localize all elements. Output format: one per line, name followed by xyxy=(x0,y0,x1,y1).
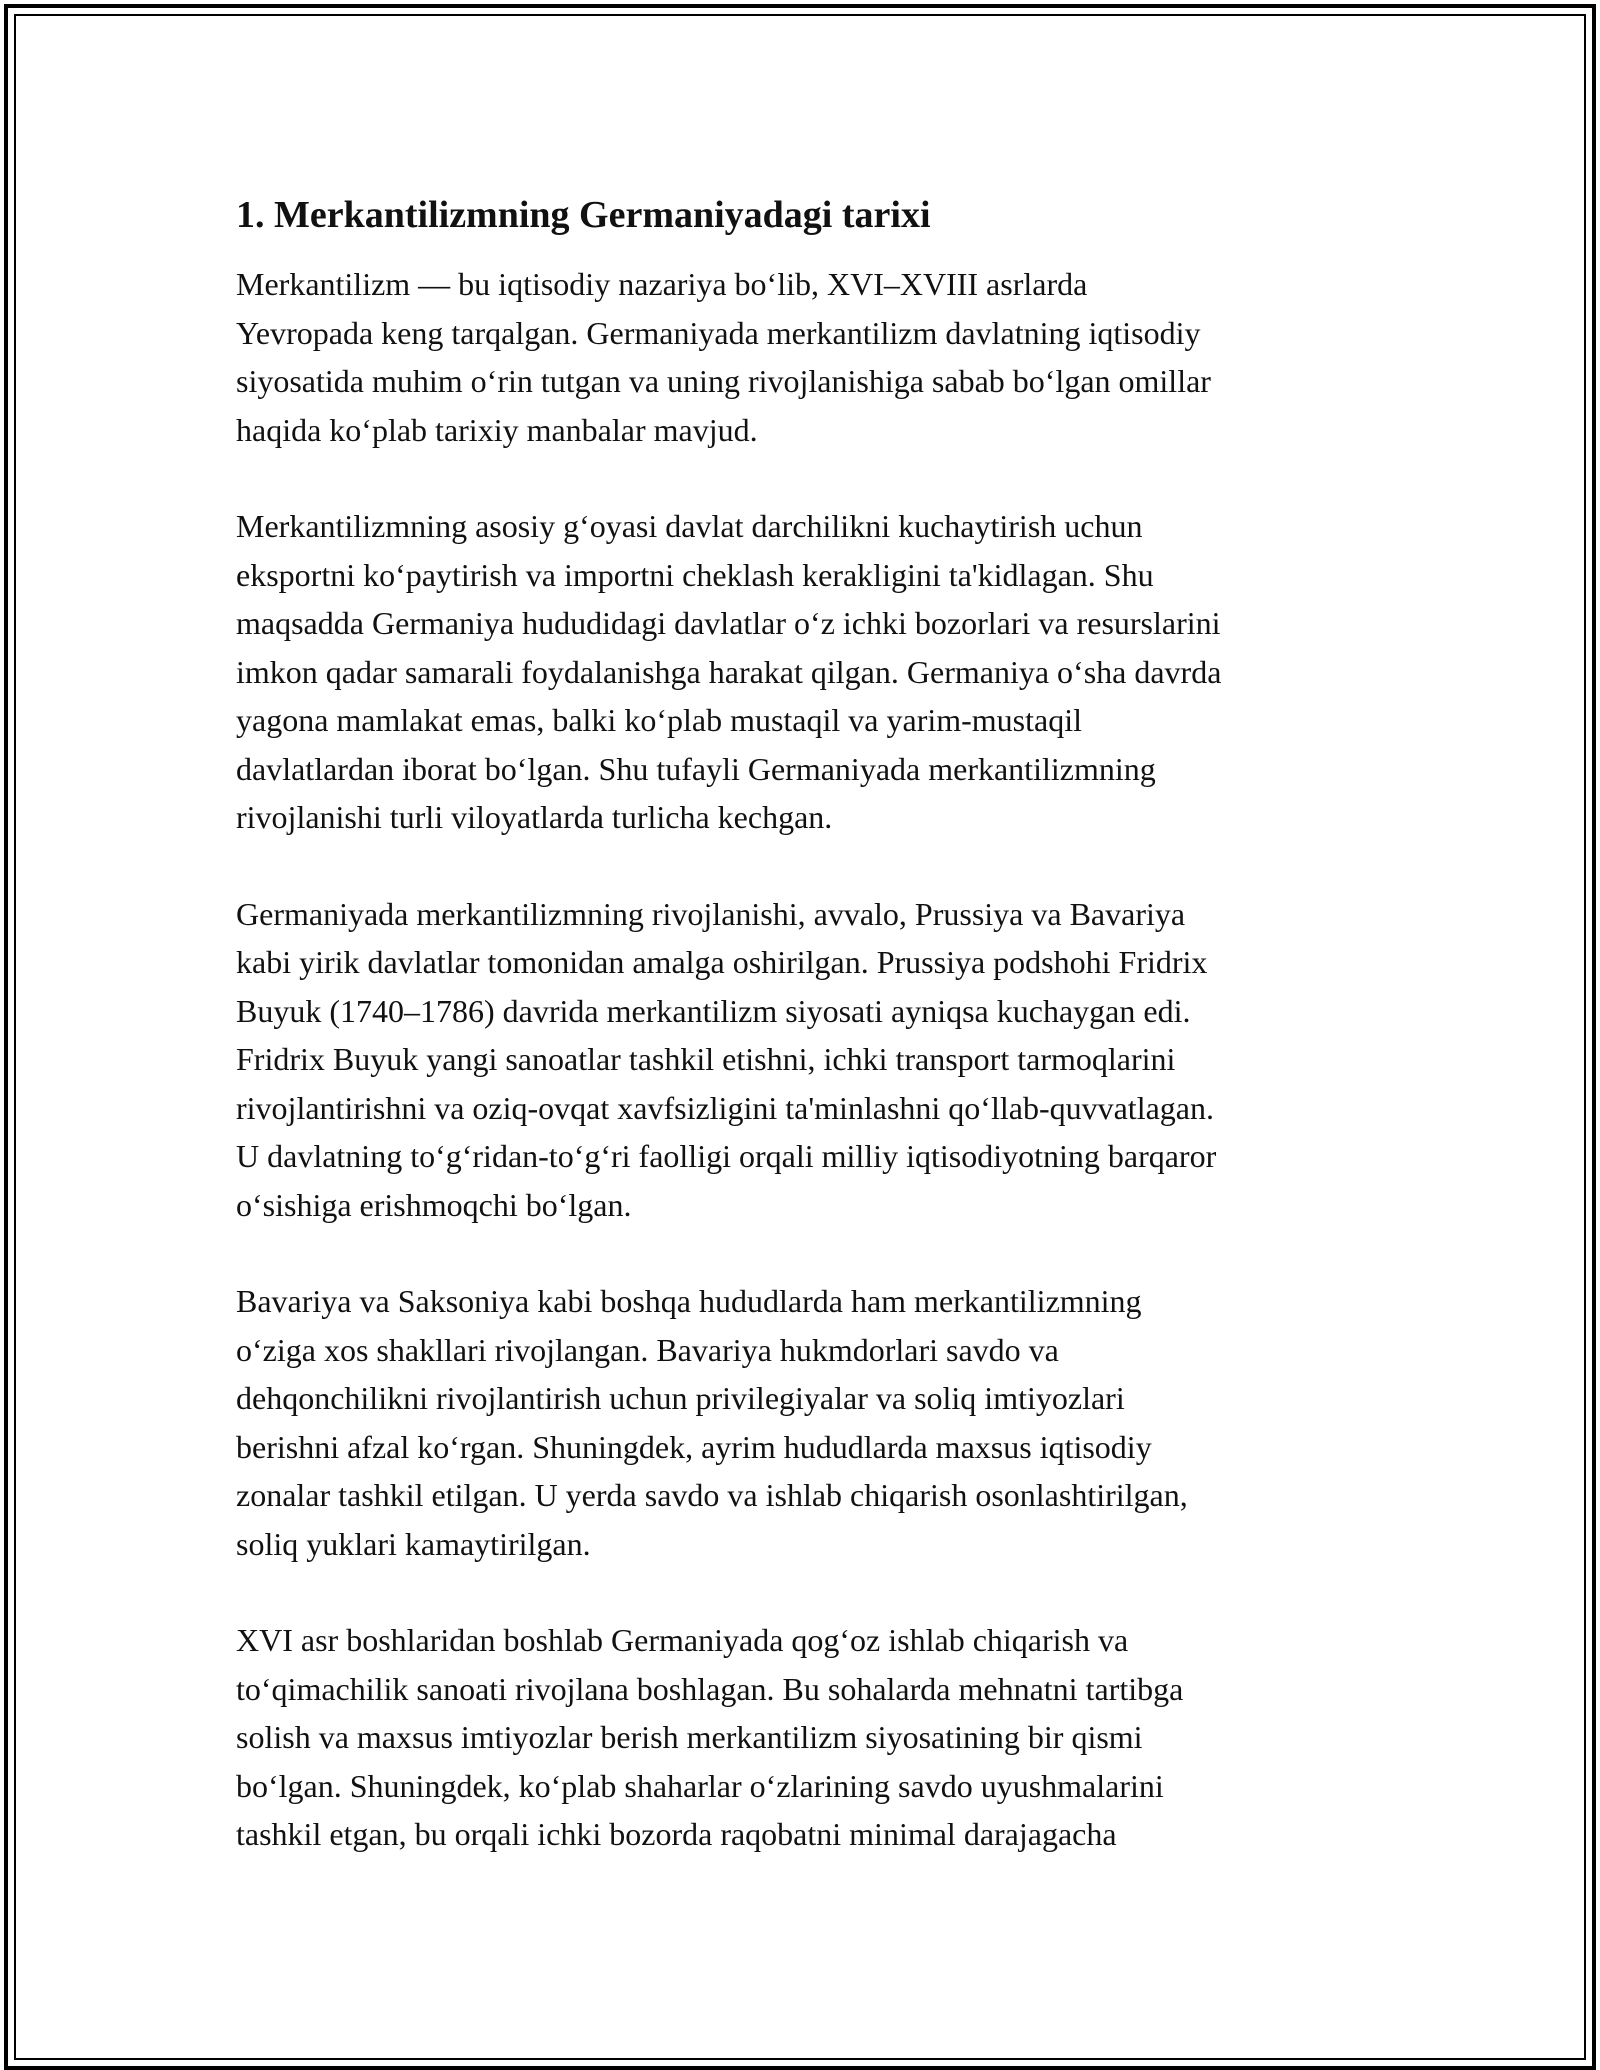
paragraph-line: maqsadda Germaniya hududidagi davlatlar o‘z ichki bozorlari va resurslarini xyxy=(236,605,1221,641)
paragraph-line: zonalar tashkil etilgan. U yerda savdo va ishlab chiqarish osonlashtirilgan, xyxy=(236,1477,1188,1513)
paragraph-line: Merkantilizm — bu iqtisodiy nazariya bo‘lib, XVI–XVIII asrlarda xyxy=(236,266,1088,302)
paragraph-line: soliq yuklari kamaytirilgan. xyxy=(236,1525,591,1562)
paragraph-4 xyxy=(236,1277,1376,1568)
paragraph-line: imkon qadar samarali foydalanishga harakat qilgan. Germaniya o‘sha davrda xyxy=(236,653,1222,690)
document-body xyxy=(236,188,1376,1907)
paragraph-line: dehqonchilikni rivojlantirish uchun privilegiyalar va soliq imtiyozlari xyxy=(236,1380,1125,1416)
paragraph-line: solish va maxsus imtiyozlar berish merkantilizm siyosatining bir qismi xyxy=(236,1719,1143,1755)
paragraph-line: siyosatida muhim o‘rin tutgan va uning rivojlanishiga sabab bo‘lgan omillar xyxy=(236,363,1211,399)
paragraph-line: o‘ziga xos shakllari rivojlangan. Bavariya hukmdorlari savdo va xyxy=(236,1331,1059,1368)
paragraph-line: o‘sishiga erishmoqchi bo‘lgan. xyxy=(236,1186,632,1223)
paragraph-1 xyxy=(236,260,1376,454)
paragraph-line: rivojlantirishni va oziq-ovqat xavfsizligini ta'minlashni qo‘llab-quvvatlagan. xyxy=(236,1089,1214,1126)
paragraph-line: Germaniyada merkantilizmning rivojlanishi, avvalo, Prussiya va Bavariya xyxy=(236,895,1186,932)
paragraph-line: tashkil etgan, bu orqali ichki bozorda raqobatni minimal darajagacha xyxy=(236,1816,1117,1852)
paragraph-line: Bavariya va Saksoniya kabi boshqa hududlarda ham merkantilizmning xyxy=(236,1283,1142,1319)
paragraph-line: Fridrix Buyuk yangi sanoatlar tashkil etishni, ichki transport tarmoqlarini xyxy=(236,1041,1176,1077)
paragraph-3 xyxy=(236,890,1376,1230)
paragraph-line: kabi yirik davlatlar tomonidan amalga oshirilgan. Prussiya podshohi Fridrix xyxy=(236,944,1208,980)
paragraph-line: Yevropada keng tarqalgan. Germaniyada merkantilizm davlatning iqtisodiy xyxy=(236,314,1201,351)
paragraph-line: Buyuk (1740–1786) davrida merkantilizm siyosati ayniqsa kuchaygan edi. xyxy=(236,992,1191,1029)
paragraph-line: rivojlanishi turli viloyatlarda turlicha kechgan. xyxy=(236,799,833,835)
paragraph-line: bo‘lgan. Shuningdek, ko‘plab shaharlar o‘zlarining savdo uyushmalarini xyxy=(236,1767,1164,1804)
paragraph-line: to‘qimachilik sanoati rivojlana boshlagan. Bu sohalarda mehnatni tartibga xyxy=(236,1670,1184,1707)
section-heading: 1. Merkantilizmning Germaniyadagi tarixi xyxy=(236,194,931,236)
paragraph-line: XVI asr boshlaridan boshlab Germaniyada qog‘oz ishlab chiqarish va xyxy=(236,1622,1129,1658)
paragraph-line: berishni afzal ko‘rgan. Shuningdek, ayrim hududlarda maxsus iqtisodiy xyxy=(236,1428,1152,1465)
paragraph-2 xyxy=(236,502,1376,842)
paragraph-line: U davlatning to‘g‘ridan-to‘g‘ri faolligi orqali milliy iqtisodiyotning barqaror xyxy=(236,1138,1217,1174)
paragraph-line: Merkantilizmning asosiy g‘oyasi davlat darchilikni kuchaytirish uchun xyxy=(236,508,1143,544)
paragraph-line: eksportni ko‘paytirish va importni cheklash kerakligini ta'kidlagan. Shu xyxy=(236,556,1154,593)
paragraph-line: haqida ko‘plab tarixiy manbalar mavjud. xyxy=(236,411,758,448)
paragraph-line: yagona mamlakat emas, balki ko‘plab mustaqil va yarim-mustaqil xyxy=(236,702,1082,738)
paragraph-5 xyxy=(236,1616,1376,1859)
paragraph-line: davlatlardan iborat bo‘lgan. Shu tufayli Germaniyada merkantilizmning xyxy=(236,750,1156,787)
